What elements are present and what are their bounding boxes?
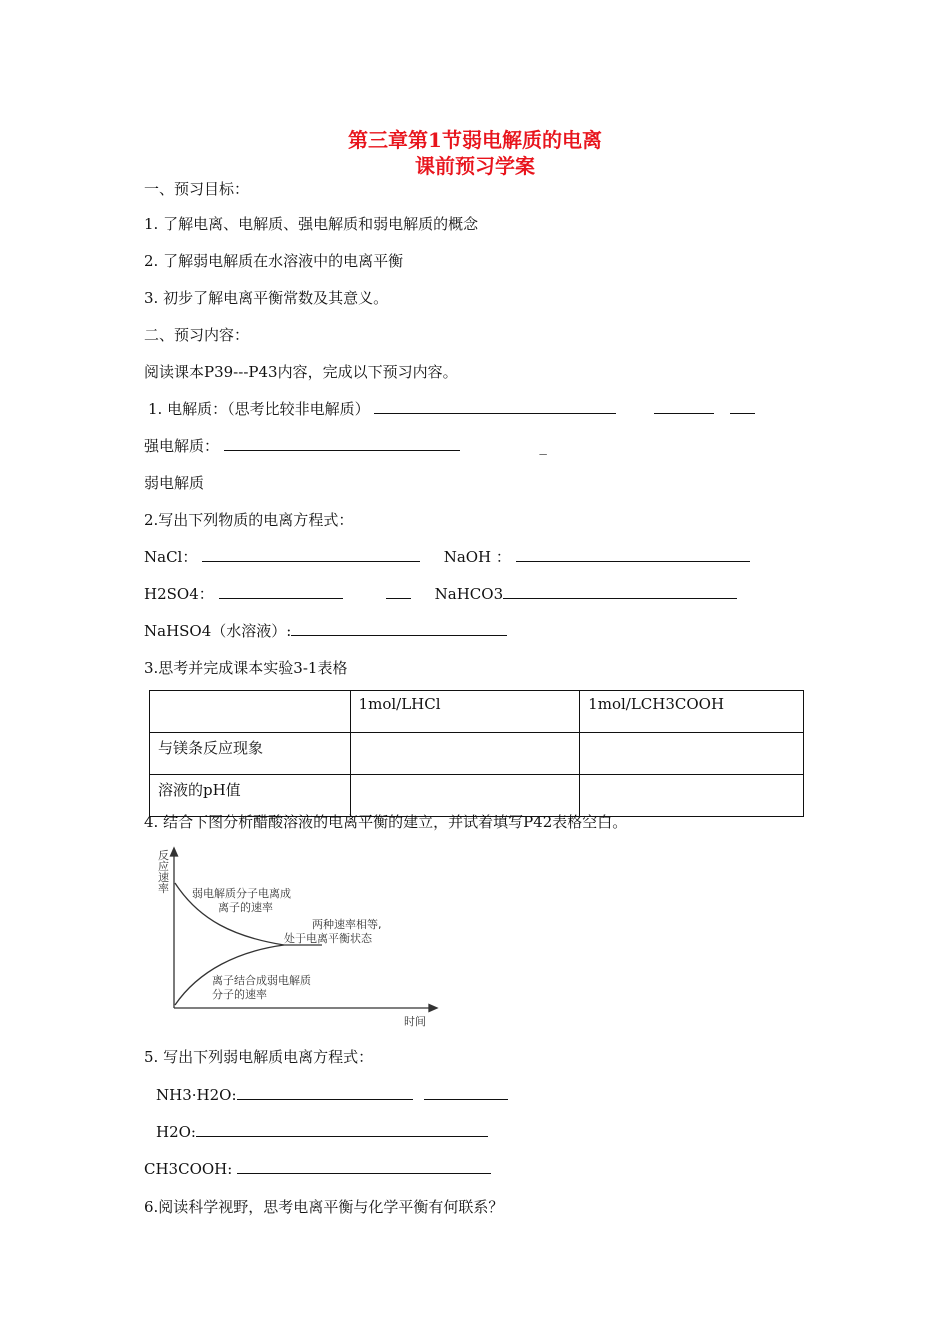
ch3cooh-label: CH3COOH: (144, 1160, 238, 1178)
y-axis-label: 率 (158, 882, 169, 895)
objective-item: 3. 初步了解电离平衡常数及其意义。 (144, 289, 389, 307)
equilibrium-label: 两种速率相等, (312, 918, 382, 931)
lower-curve-label: 离子结合成弱电解质 (212, 974, 311, 987)
answer-blank[interactable] (224, 435, 460, 451)
answer-blank[interactable] (202, 546, 420, 562)
table-header-ch3cooh: 1mol/LCH3COOH (580, 691, 804, 733)
ch3cooh-line (144, 1158, 491, 1178)
nahso4-label: NaHSO4（水溶液）: (144, 622, 292, 640)
question-6: 6.阅读科学视野，思考电离平衡与化学平衡有何联系？ (144, 1198, 504, 1216)
y-axis-label: 反 (158, 849, 169, 862)
naoh-label: NaOH ： (443, 548, 511, 566)
experiment-table (149, 690, 804, 817)
upper-curve-label: 离子的速率 (218, 901, 273, 914)
strong-electrolyte-line (144, 435, 547, 456)
row-label-ph: 溶液的pH值 (150, 775, 351, 817)
table-row (150, 733, 804, 775)
y-axis-label: 速 (158, 871, 169, 884)
answer-blank[interactable] (386, 583, 411, 599)
table-header-hcl: 1mol/LHCl (350, 691, 580, 733)
answer-blank[interactable] (503, 583, 737, 599)
answer-blank[interactable] (291, 620, 507, 636)
question-3: 3.思考并完成课本实验3-1表格 (144, 659, 348, 677)
objectives-heading: 一、预习目标： (144, 180, 250, 198)
answer-blank[interactable] (237, 1158, 491, 1174)
answer-blank[interactable] (374, 398, 616, 414)
question-4: 4. 结合下图分析醋酸溶液的电离平衡的建立，并试着填写P42表格空白。 (144, 813, 628, 831)
trailing-mark: _ (539, 437, 547, 455)
answer-blank[interactable] (654, 398, 714, 414)
equilibrium-label: 处于电离平衡状态 (284, 932, 372, 945)
answer-blank[interactable] (424, 1084, 508, 1100)
answer-blank[interactable] (516, 546, 750, 562)
answer-blank[interactable] (237, 1084, 413, 1100)
question-1-label: 1. 电解质：（思考比较非电解质） (148, 400, 370, 418)
table-cell[interactable] (580, 733, 804, 775)
nahso4-line (144, 620, 507, 641)
objective-item: 2. 了解弱电解质在水溶液中的电离平衡 (144, 252, 404, 270)
lower-curve-label: 分子的速率 (212, 988, 267, 1001)
strong-electrolyte-label: 强电解质： (144, 437, 220, 455)
reading-instruction: 阅读课本P39---P43内容，完成以下预习内容。 (144, 363, 458, 381)
nahco3-label: NaHCO3 (434, 585, 504, 603)
question-5: 5. 写出下列弱电解质电离方程式： (144, 1048, 374, 1066)
nh3-h2o-label: NH3·H2O: (156, 1086, 237, 1104)
answer-blank[interactable] (219, 583, 343, 599)
question-1 (148, 398, 755, 419)
answer-blank[interactable] (730, 398, 755, 414)
nacl-naoh-line (144, 546, 750, 567)
table-header-row (150, 691, 804, 733)
question-2: 2.写出下列物质的电离方程式： (144, 511, 354, 529)
objective-item: 1. 了解电离、电解质、强电解质和弱电解质的概念 (144, 215, 479, 233)
row-label-mg-reaction: 与镁条反应现象 (150, 733, 351, 775)
y-axis-label: 应 (158, 860, 169, 873)
ionization-rate-diagram (144, 845, 444, 1030)
document-subtitle: 课前预习学案 (415, 154, 535, 178)
x-axis-arrow (429, 1005, 437, 1012)
x-axis-label: 时间 (404, 1015, 426, 1028)
upper-curve-label: 弱电解质分子电离成 (192, 887, 291, 900)
h2so4-nahco3-line (144, 583, 737, 604)
weak-electrolyte-label: 弱电解质 (144, 474, 205, 492)
table-cell[interactable] (350, 733, 580, 775)
table-cell (150, 691, 351, 733)
h2so4-label: H2SO4： (144, 585, 214, 603)
nh3-h2o-line (156, 1084, 508, 1104)
content-heading: 二、预习内容： (144, 326, 250, 344)
nacl-label: NaCl： (144, 548, 198, 566)
answer-blank[interactable] (196, 1121, 488, 1137)
y-axis-arrow (171, 848, 178, 856)
document-title: 第三章第1节弱电解质的电离 (348, 128, 602, 152)
h2o-label: H2O: (156, 1123, 196, 1141)
h2o-line (156, 1121, 488, 1141)
